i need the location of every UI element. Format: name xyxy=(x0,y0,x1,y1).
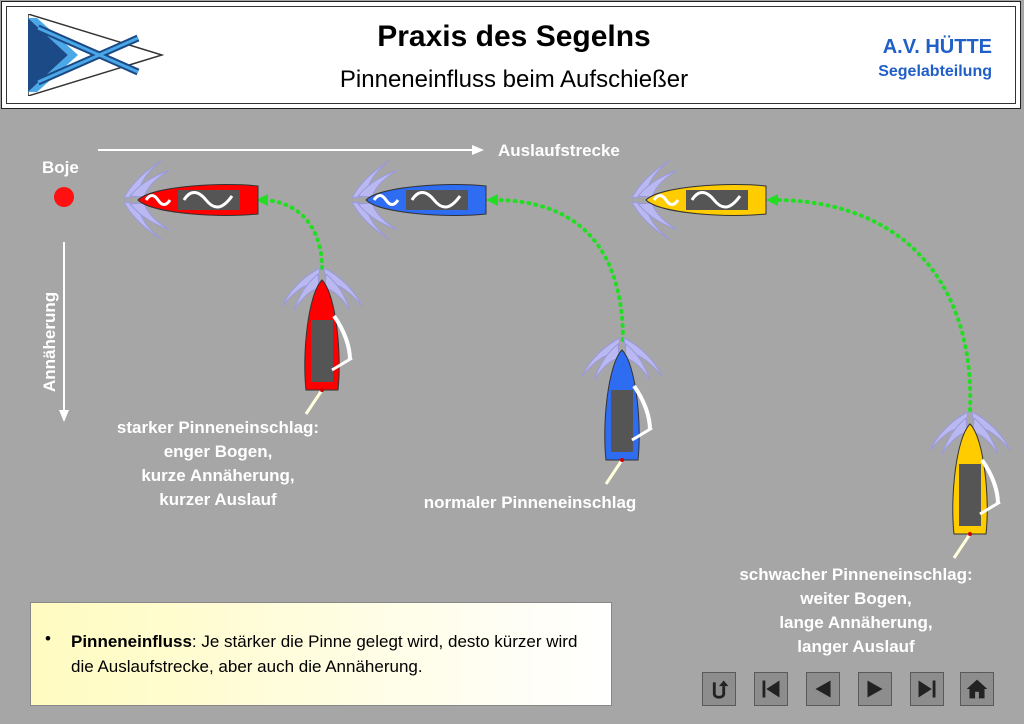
run-label: Auslaufstrecke xyxy=(498,141,620,160)
caption-strong-line: starker Pinneneinschlag: xyxy=(116,418,320,437)
organization-department: Segelabteilung xyxy=(878,63,992,80)
path-weak xyxy=(774,200,970,410)
approach-label: Annäherung xyxy=(40,291,59,392)
caption-strong-line: kurzer Auslauf xyxy=(159,490,277,509)
home-icon xyxy=(961,673,993,705)
summary-note xyxy=(30,602,612,706)
caption-strong-line: enger Bogen, xyxy=(163,442,273,461)
boat-weak-final xyxy=(632,160,766,240)
last-slide-icon xyxy=(911,673,943,705)
home-button[interactable] xyxy=(960,672,994,706)
path-weak-arrowhead xyxy=(766,194,778,206)
page-subtitle: Pinneneinfluss beim Aufschießer xyxy=(339,66,689,93)
last-slide-button[interactable] xyxy=(910,672,944,706)
previous-icon xyxy=(807,673,839,705)
note-body: : Je stärker die Pinne gelegt wird, desto kürzer wird die Auslaufstrecke, aber auch die Annäherung. xyxy=(71,632,578,676)
boat-normal-approach xyxy=(582,338,662,484)
caption-normal xyxy=(390,491,670,515)
first-slide-icon xyxy=(755,673,787,705)
path-normal-arrowhead xyxy=(486,194,498,206)
note-term: Pinneneinfluss xyxy=(71,632,192,651)
boat-strong-approach xyxy=(282,268,362,414)
next-icon xyxy=(859,673,891,705)
boat-weak-approach xyxy=(930,412,1010,558)
path-normal xyxy=(494,200,623,340)
bullet: • xyxy=(45,629,51,648)
boat-strong-final xyxy=(124,160,258,240)
boat-normal-final xyxy=(352,160,486,240)
page-title: Praxis des Segelns xyxy=(377,20,651,53)
buoy xyxy=(54,187,74,207)
buoy-label: Boje xyxy=(42,158,79,177)
return-button[interactable] xyxy=(702,672,736,706)
caption-strong xyxy=(86,416,350,512)
caption-strong-line: kurze Annäherung, xyxy=(141,466,295,485)
note-text xyxy=(71,629,603,679)
next-button[interactable] xyxy=(858,672,892,706)
run-arrow xyxy=(98,145,484,155)
caption-normal-line: normaler Pinneneinschlag xyxy=(423,493,637,512)
caption-weak-line: lange Annäherung, xyxy=(779,613,933,632)
previous-button[interactable] xyxy=(806,672,840,706)
organization-name: A.V. HÜTTE xyxy=(882,36,992,58)
caption-weak-line: weiter Bogen, xyxy=(800,589,912,608)
path-strong xyxy=(264,200,322,268)
caption-weak xyxy=(704,563,1008,659)
approach-arrow xyxy=(59,242,69,422)
caption-weak-line: schwacher Pinneneinschlag: xyxy=(739,565,973,584)
caption-weak-line: langer Auslauf xyxy=(797,637,915,656)
first-slide-button[interactable] xyxy=(754,672,788,706)
header xyxy=(1,1,1021,109)
